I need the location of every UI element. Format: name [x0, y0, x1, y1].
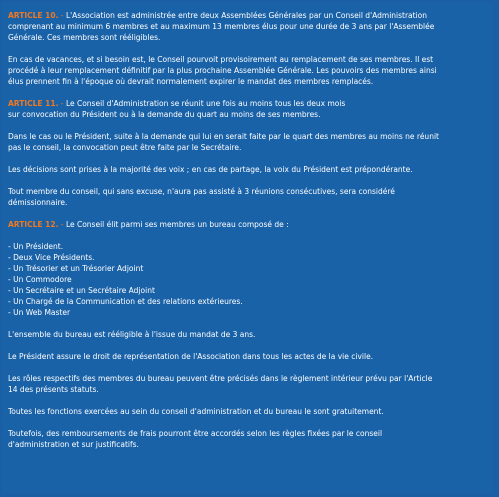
article-11-paragraph-2 [8, 131, 487, 153]
article-11-p3-line1: Les décisions sont prises à la majorité des voix ; en cas de partage, la voix du Président est prépondérante. [8, 165, 413, 174]
article-12-free-functions [8, 406, 487, 417]
article-10-p1-line1: L'Association est administrée entre deux Assemblées Générales par un Conseil d'Administration [65, 11, 428, 20]
article-12-roles-line1: Les rôles respectifs des membres du bureau peuvent être précisés dans le règlement intérieur prévu par l'Article [8, 374, 433, 383]
list-item: - Un Trésorier et un Trésorier Adjoint [8, 264, 144, 273]
article-12-roles [8, 373, 487, 395]
article-12-roles-line2: 14 des présents statuts. [8, 385, 99, 394]
list-item: - Un Secrétaire et un Secrétaire Adjoint [8, 286, 155, 295]
article-12-intro-text: Le Conseil élit parmi ses membres un bureau composé de : [65, 220, 289, 229]
list-item: - Deux Vice Présidents. [8, 253, 95, 262]
article-10-title: ARTICLE 10. [8, 11, 59, 20]
article-11-p1-line1: Le Conseil d'Administration se réunit une fois au moins tous les deux mois [65, 99, 346, 108]
article-10-dash: - [58, 11, 66, 20]
article-10-p2-line2: procédé à leur remplacement définitif par la plus prochaine Assemblée Générale. Les pouvoirs des membres ainsi [8, 66, 437, 75]
article-12-dash: - [58, 220, 66, 229]
article-11-p2-line1: Dans le cas ou le Président, suite à la demande qui lui en serait faite par le quart des membres au moins ne réunit [8, 132, 439, 141]
article-11-paragraph-3 [8, 164, 487, 175]
list-item: - Un Président. [8, 242, 64, 251]
article-12-refund-line2: d'administration et sur justificatifs. [8, 440, 139, 449]
list-item: - Un Web Master [8, 308, 71, 317]
article-10-p2-line3: élus prennent fin à l'époque où devrait normalement expirer le mandat des membres remplacés. [8, 77, 374, 86]
article-11-p2-line2: pas le conseil, la convocation peut être faite par le Secrétaire. [8, 143, 242, 152]
article-11-title: ARTICLE 11. [8, 99, 59, 108]
statutes-document [2, 2, 493, 493]
article-12-refund-line1: Toutefois, des remboursements de frais pourront être accordés selon les règles fixées par le conseil [8, 429, 383, 438]
article-12-intro [8, 219, 487, 230]
article-12-refunds [8, 428, 487, 450]
article-10-p2-line1: En cas de vacances, et si besoin est, le Conseil pourvoit provisoirement au remplacement de ses membres. Il est [8, 55, 434, 64]
article-12-reeligibility [8, 329, 487, 340]
list-item: - Un Commodore [8, 275, 72, 284]
article-10-paragraph-2 [8, 54, 487, 87]
article-10-p1-line2: comprenant au minimum 6 membres et au maximum 13 membres élus pour une durée de 3 ans par l'Assemblée [8, 22, 435, 31]
article-11-paragraph-1 [8, 98, 487, 120]
article-11-paragraph-4 [8, 186, 487, 208]
article-12-free-text: Toutes les fonctions exercées au sein du conseil d'administration et du bureau le sont gratuitement. [8, 407, 384, 416]
article-12-title: ARTICLE 12. [8, 220, 59, 229]
article-11-dash: - [58, 99, 66, 108]
article-11-p4-line1: Tout membre du conseil, qui sans excuse, n'aura pas assisté à 3 réunions consécutives, sera considéré [8, 187, 395, 196]
list-item: - Un Chargé de la Communication et des relations extérieures. [8, 297, 243, 306]
bureau-members-list [8, 241, 487, 318]
article-10-p1-line3: Générale. Ces membres sont rééligibles. [8, 33, 161, 42]
article-11-p1-line2: sur convocation du Président ou à la demande du quart au moins de ses membres. [8, 110, 321, 119]
article-12-reelig-text: L'ensemble du bureau est rééligible à l'issue du mandat de 3 ans. [8, 330, 256, 339]
article-12-president-text: Le Président assure le droit de représentation de l'Association dans tous les actes de la vie civile. [8, 352, 374, 361]
article-11-p4-line2: démissionnaire. [8, 198, 68, 207]
article-10-paragraph-1 [8, 10, 487, 43]
article-12-president-representation [8, 351, 487, 362]
